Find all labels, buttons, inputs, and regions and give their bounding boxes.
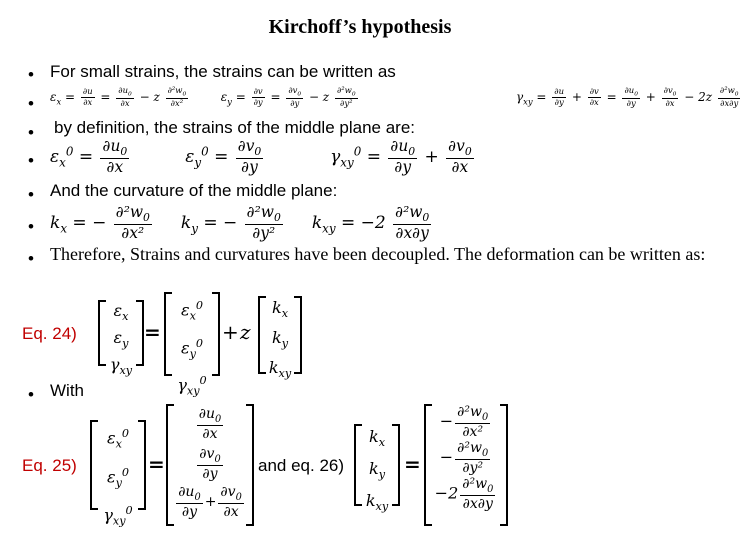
bullet-dot: • xyxy=(28,217,34,236)
midplane-strains: $\varepsilon_x^0$ = $\frac{\partial u_0}{\partial x}$ $\varepsilon_y^0$ = $\frac{\partial v_0}{\partial y}$ $\gamma_{xy}^0$ = $\frac{\partial u_0}{\partial y}$ + $\frac{\partial v_0}{\partial x}$ xyxy=(50,137,472,177)
eq24-z: z xyxy=(240,320,251,344)
eq26-right-bracket-2 xyxy=(500,404,508,526)
slide-title: Kirchoff’s hypothesis xyxy=(268,16,452,38)
eq25-label: Eq. 25) xyxy=(22,456,77,475)
eq26-equals: = xyxy=(404,452,421,476)
bullet-text-5: And the curvature of the middle plane: xyxy=(50,181,338,200)
eq24-right-bracket-3 xyxy=(294,296,302,374)
bullet-dot: • xyxy=(28,123,34,142)
bullet-text-1: For small strains, the strains can be written as xyxy=(50,62,396,81)
eq24-midplane-vector: $\varepsilon_x^0$ $\varepsilon_y^0$ $\gamma_{xy}^0$ xyxy=(177,299,207,398)
eq26-right-bracket-1 xyxy=(392,424,400,506)
eq24-equals: = xyxy=(144,320,161,344)
eq24-right-bracket-1 xyxy=(136,300,144,366)
eq24-plus: + xyxy=(222,320,239,344)
eq25-right-bracket-2 xyxy=(246,404,254,526)
bullet-dot: • xyxy=(28,151,34,170)
bullet-dot: • xyxy=(28,94,34,113)
eq25-equals: = xyxy=(148,452,165,476)
eq26-derivative-vector: − $\frac{\partial^2w_0}{\text{∂x²}}$ − $\frac{\partial^2w_0}{\text{∂y²}}$ −2 $\frac{\partial^2w_0}{\partial x\partial y}$ xyxy=(434,404,494,513)
bullet-dot: • xyxy=(28,65,34,84)
eq25-derivative-vector: $\frac{\partial u_0}{\partial x}$ $\frac{\partial v_0}{\partial y}$ $\frac{\partial u_0}{\partial y}$ + $\frac{\partial v_0}{\partial x}$ xyxy=(178,406,242,521)
eq25-right-bracket-1 xyxy=(138,420,146,510)
eq26-label: and eq. 26) xyxy=(258,456,345,475)
strain-equations: $\varepsilon_x$ = $\frac{\partial u}{\partial x}$ = $\frac{\partial u_0}{\partial x}$ − z $\frac{\partial^2w_0}{\text{∂x²}}$ $\varepsilon_y$ = $\frac{\partial v}{\partial y}$ = $\frac{\partial v_0}{\partial y}$ − z $\frac{\partial^2w_0}{\text{∂y²}}$ $\gamma_{xy}$ = $\frac{\partial u}{\partial y}$ + $\frac{\partial v}{\partial x}$ = $\frac{\partial u_0}{\partial y}$ + $\frac{\partial v_0}{\partial x}$ − 2z $\frac{\partial^2w_0}{\partial x\partial y}$ xyxy=(50,85,739,109)
eq25-midplane-vector: $\varepsilon_x^0$ $\varepsilon_y^0$ $\gamma_{xy}^0$ xyxy=(103,427,133,528)
eq24-strain-vector: $\varepsilon_x$ $\varepsilon_y$ $\gamma_{xy}$ xyxy=(109,301,133,378)
eq24-right-bracket-2 xyxy=(212,292,220,376)
curvature-equations: $k_x$ = − $\frac{\partial^2w_0}{\text{∂x²}}$ $k_y$ = − $\frac{\partial^2w_0}{\text{∂y²}}$ $k_{xy} = -2$ $\frac{\partial^2w_0}{\partial x\partial y}$ xyxy=(50,203,430,243)
bullet-dot: • xyxy=(28,385,34,404)
bullet-text-with: With xyxy=(50,381,84,400)
eq24-curvature-vector: $k_x$ $k_y$ $k_{xy}$ xyxy=(268,298,292,381)
bullet-text-7: Therefore, Strains and curvatures have been decoupled. The deformation can be written as: xyxy=(50,244,706,264)
bullet-dot: • xyxy=(28,185,34,204)
eq24-label: Eq. 24) xyxy=(22,324,77,343)
eq26-curvature-vector: $k_x$ $k_y$ $k_{xy}$ xyxy=(365,427,389,514)
bullet-dot: • xyxy=(28,249,34,268)
bullet-text-3: by definition, the strains of the middle plane are: xyxy=(54,118,415,137)
